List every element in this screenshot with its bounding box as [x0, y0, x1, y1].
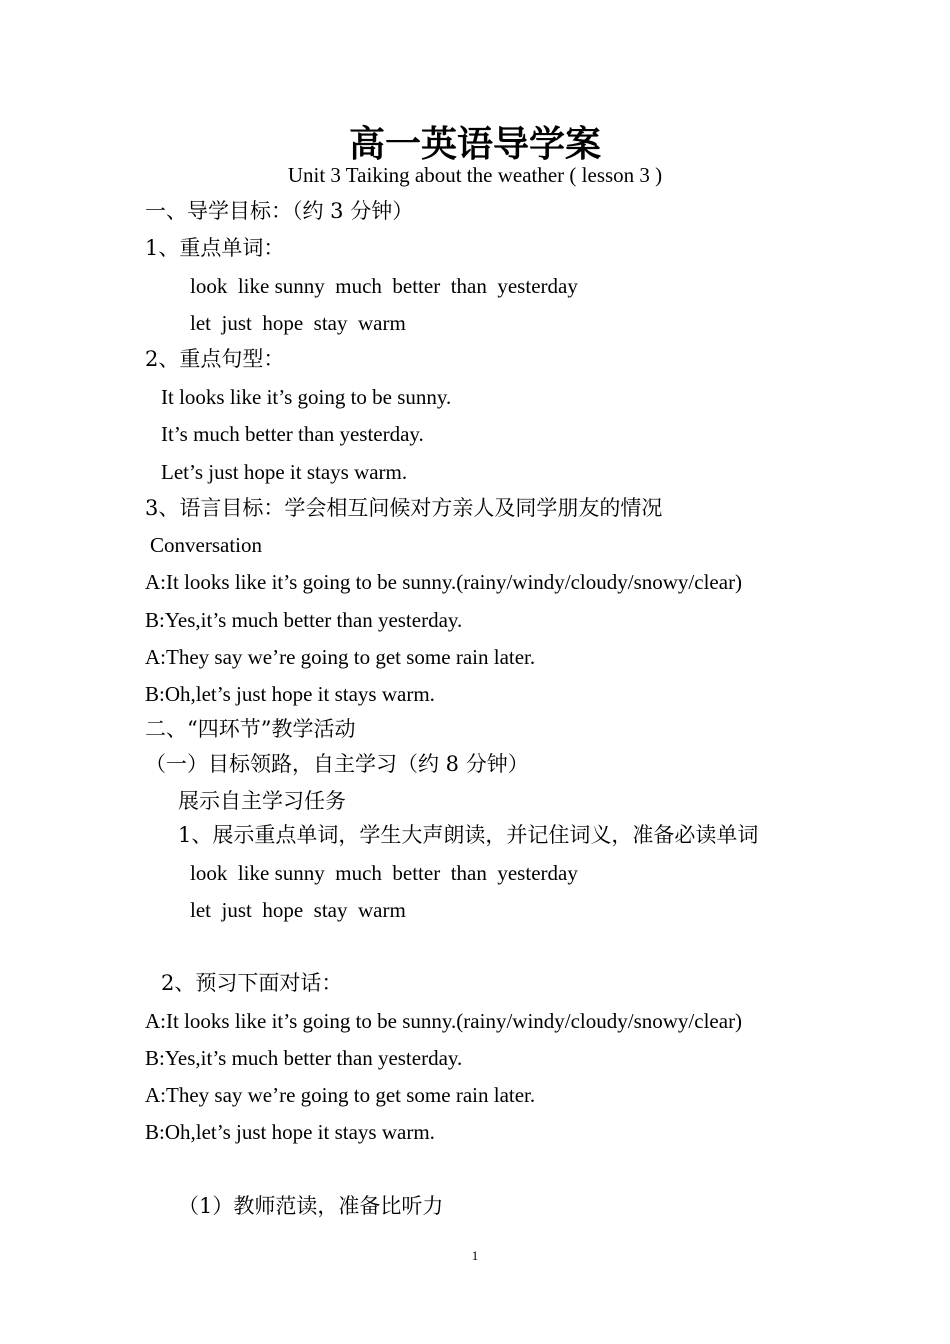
section-heading-objectives: 一、导学目标：（约 3 分钟） [145, 199, 414, 223]
conversation-heading: Conversation [150, 533, 262, 557]
dialogue-line: A:They say we’re going to get some rain later. [145, 645, 536, 669]
key-words-line-2: let just hope stay warm [190, 311, 406, 335]
key-words-line-1: look like sunny much better than yesterday [190, 274, 578, 298]
task-heading: 展示自主学习任务 [178, 789, 346, 813]
document-subtitle: Unit 3 Taiking about the weather ( lesson 3 ) [287, 163, 663, 187]
dialogue-line: B:Yes,it’s much better than yesterday. [145, 608, 463, 632]
task-item-2: 2、预习下面对话： [161, 971, 343, 995]
subsection-heading-self-study: （一）目标领路，自主学习（约 8 分钟） [145, 752, 529, 776]
dialogue-line: A:They say we’re going to get some rain later. [145, 1083, 536, 1107]
dialogue-line: B:Yes,it’s much better than yesterday. [145, 1046, 463, 1070]
dialogue-line: B:Oh,let’s just hope it stays warm. [145, 682, 435, 706]
key-words-line-1: look like sunny much better than yesterday [190, 861, 578, 885]
dialogue-line: A:It looks like it’s going to be sunny.(rainy/windy/cloudy/snowy/clear) [145, 570, 743, 594]
subheading-key-words: 1、重点单词： [145, 236, 285, 260]
step-item-1: （1）教师范读，准备比听力 [178, 1194, 444, 1218]
subheading-key-sentences: 2、重点句型： [145, 347, 285, 371]
dialogue-line: B:Oh,let’s just hope it stays warm. [145, 1120, 435, 1144]
subheading-language-goal: 3、语言目标：学会相互问候对方亲人及同学朋友的情况 [145, 496, 663, 520]
key-words-line-2: let just hope stay warm [190, 898, 406, 922]
task-item-1: 1、展示重点单词，学生大声朗读，并记住词义，准备必读单词 [178, 823, 759, 847]
dialogue-line: A:It looks like it’s going to be sunny.(rainy/windy/cloudy/snowy/clear) [145, 1009, 743, 1033]
key-sentence-1: It looks like it’s going to be sunny. [161, 385, 452, 409]
key-sentence-3: Let’s just hope it stays warm. [161, 460, 408, 484]
page-number: 1 [471, 1248, 479, 1263]
key-sentence-2: It’s much better than yesterday. [161, 422, 424, 446]
section-heading-activities: 二、“四环节”教学活动 [145, 717, 356, 741]
document-title: 高一英语导学案 [348, 123, 601, 165]
